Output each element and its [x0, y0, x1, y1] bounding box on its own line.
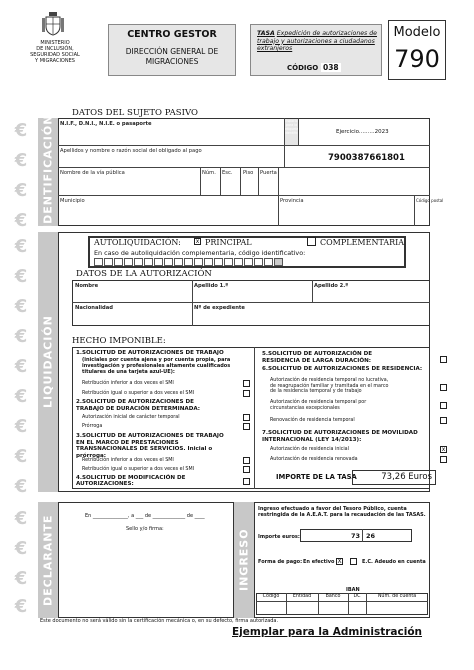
modelo-number: 790 — [394, 45, 440, 73]
euro-icon: € — [14, 180, 28, 201]
forma-pago-label: Forma de pago: — [258, 559, 303, 565]
autoliquidacion-label: AUTOLIQUIDACIÓN: — [94, 238, 181, 247]
hecho-right-checkbox[interactable] — [440, 417, 447, 424]
hecho-left-checkbox[interactable] — [243, 414, 250, 421]
datos-autorizacion-title: DATOS DE LA AUTORIZACIÓN — [76, 269, 212, 279]
complementaria-text: En caso de autoliquidación complementaria, código identificativo: — [94, 249, 306, 257]
iban-col-cuenta: Núm. de cuenta — [377, 594, 417, 599]
hecho-right-7-title: 7.SOLICITUD DE AUTORIZACIONES DE MOVILIDAD INTERNACIONAL (LEY 14/2013): — [262, 430, 418, 443]
centro-gestor-box — [108, 24, 236, 76]
complementaria-label: COMPLEMENTARIA — [320, 238, 405, 247]
euro-icon: € — [14, 210, 28, 231]
hecho-left-item: Retribución igual o superior a dos veces el SMI — [82, 391, 195, 396]
hecho-right-checkbox[interactable]: x — [441, 446, 446, 453]
euro-icon: € — [14, 386, 28, 407]
iban-col-entidad: Entidad — [292, 594, 312, 599]
iban-col-banco: Banco — [325, 594, 341, 599]
euro-icon: € — [14, 326, 28, 347]
hecho-left-item: Autorización inicial de carácter temporal — [82, 415, 180, 420]
iban-col-dc: DC — [353, 594, 361, 599]
importe-euros-dec: 26 — [366, 532, 376, 540]
principal-checkbox[interactable]: x — [195, 238, 200, 245]
euro-icon: € — [14, 296, 28, 317]
principal-label: PRINCIPAL — [205, 238, 252, 247]
esc-label: Esc. — [222, 170, 233, 176]
hecho-right-6-title: 6.SOLICITUD DE AUTORIZACIONES DE RESIDENCIA: — [262, 366, 423, 372]
complementaria-checkbox[interactable] — [307, 237, 316, 246]
euro-icon: € — [14, 416, 28, 437]
hecho-left-checkbox[interactable] — [243, 380, 250, 387]
euro-icon: € — [14, 236, 28, 257]
hecho-left-item: Prórroga — [82, 424, 103, 429]
footer-note: Este documento no será válido sin la certificación mecánica o, en su defecto, firma autorizada. — [40, 618, 279, 624]
ingreso-text: Ingreso efectuado a favor del Tesoro Público, cuenta restringida de la A.E.A.T. para la recaudación de las TASAS. — [258, 506, 426, 519]
tasa-box — [250, 24, 382, 76]
hecho-left-checkbox[interactable] — [243, 466, 250, 473]
hecho-left-checkbox[interactable] — [243, 390, 250, 397]
hecho-right-checkbox[interactable] — [440, 356, 447, 363]
ejercicio: Ejercicio.........2023 — [336, 129, 389, 135]
importe-tasa-value: 73,26 Euros — [381, 472, 432, 482]
adeudo-checkbox[interactable] — [350, 558, 357, 565]
hecho-left-checkbox[interactable] — [243, 457, 250, 464]
sujeto-pasivo-title: DATOS DEL SUJETO PASIVO — [72, 108, 198, 118]
hecho-right-item: Autorización de residencia temporal no lucrativa, de reagrupación familiar y tramitada en el marco de la residencia temporal y de trabajo — [270, 378, 389, 395]
hecho-right-checkbox[interactable] — [440, 402, 447, 409]
hecho-right-item: Autorización de residencia inicial — [270, 447, 349, 452]
euro-icon: € — [14, 120, 28, 141]
expediente-label: Nº de expediente — [194, 305, 245, 311]
apellido1-label: Apellido 1.º — [194, 283, 229, 289]
hecho-left-item: Retribución inferior a dos veces el SMI — [82, 381, 174, 386]
via-publica-label: Nombre de la vía pública — [60, 170, 125, 176]
hecho-left-item: Retribución igual o superior a dos veces el SMI — [82, 467, 195, 472]
num-label: Núm. — [202, 170, 216, 176]
identificacion-side-label: IDENTIFICACIÓN — [41, 114, 55, 230]
codigo-label: CÓDIGO — [287, 64, 319, 72]
hecho-left-item: Retribución inferior a dos veces el SMI — [82, 458, 174, 463]
iban-label: IBAN — [346, 587, 360, 593]
centro-gestor-value: DIRECCIÓN GENERAL DE MIGRACIONES — [125, 47, 219, 66]
nacionalidad-label: Nacionalidad — [75, 305, 113, 311]
puerta-label: Puerta — [260, 170, 277, 176]
espacio-etiqueta-label: Espacio para la etiqueta identificativa — [285, 119, 306, 135]
hecho-left-1-title: 1.SOLICITUD DE AUTORIZACIONES DE TRABAJO — [76, 350, 224, 356]
modelo-label: Modelo — [393, 25, 441, 40]
barcode-number: 7900387661801 — [328, 153, 405, 163]
ejemplar-label: Ejemplar para la Administración — [232, 626, 423, 638]
coat-of-arms-icon — [42, 12, 64, 36]
hecho-right-item: Autorización de residencia renovada — [270, 457, 358, 462]
euro-icon: € — [14, 476, 28, 497]
importe-euros-label: Importe euros: — [258, 534, 300, 540]
euro-icon: € — [14, 596, 28, 617]
euro-icon: € — [14, 356, 28, 377]
euro-icon: € — [14, 508, 28, 529]
ingreso-side-label: INGRESO — [237, 528, 251, 592]
hecho-right-item: Autorización de residencia temporal por circunstancias excepcionales — [270, 400, 367, 411]
hecho-right-5-title: 5.SOLICITUD DE AUTORIZACIÓN DE RESIDENCIA DE LARGA DURACIÓN: — [262, 351, 373, 364]
tasa-label: TASA — [257, 30, 275, 37]
hecho-right-checkbox[interactable] — [440, 456, 447, 463]
municipio-label: Municipio — [60, 198, 85, 204]
hecho-imponible-title: HECHO IMPONIBLE: — [72, 336, 166, 346]
ministry-name: MINISTERIO DE INCLUSIÓN, SEGURIDAD SOCIAL Y MIGRACIONES — [30, 40, 80, 64]
modelo-box — [388, 20, 446, 80]
importe-euros-int: 73 — [350, 532, 360, 540]
nombre-sujeto-label: Apellidos y nombre o razón social del obligado al pago — [60, 148, 202, 154]
euro-icon: € — [14, 446, 28, 467]
hecho-left-1-sub: (iniciales por cuenta ajena y por cuenta propia, para investigación y profesionales altamente cualificados titulares de una tarjeta azul-UE): — [82, 357, 231, 375]
iban-col-codigo: Código — [262, 594, 280, 599]
hecho-left-checkbox[interactable] — [243, 423, 250, 430]
declarante-box — [58, 502, 234, 618]
euro-icon: € — [14, 568, 28, 589]
euro-icon: € — [14, 150, 28, 171]
hecho-left-3-title: 3.SOLICITUD DE AUTORIZACIONES DE TRABAJO EN EL MARCO DE PRESTACIONES TRANSNACIONALES DE SERVICIOS. Inicial o prórroga: — [76, 433, 224, 459]
fecha-line: En ______________, a ___ de _____________ de ____ — [85, 513, 205, 519]
centro-gestor-title: CENTRO GESTOR — [127, 29, 217, 40]
datos-autorizacion-box — [72, 280, 430, 326]
nombre-label: Nombre — [75, 283, 99, 289]
importe-tasa-label: IMPORTE DE LA TASA — [276, 473, 357, 481]
hecho-right-checkbox[interactable] — [440, 384, 447, 391]
codigo-value: 038 — [323, 63, 339, 72]
hecho-left-2-title: 2.SOLICITUD DE AUTORIZACIONES DE TRABAJO DE DURACIÓN DETERMINADA: — [76, 399, 201, 412]
sello-firma-label: Sello y/o firma: — [126, 526, 164, 532]
euro-icon: € — [14, 538, 28, 559]
provincia-label: Provincia — [280, 198, 304, 204]
declarante-side-label: DECLARANTE — [41, 514, 55, 606]
apellido2-label: Apellido 2.º — [314, 283, 349, 289]
hecho-left-checkbox[interactable] — [243, 478, 250, 485]
euro-icon: € — [14, 266, 28, 287]
efectivo-checkbox[interactable]: X — [337, 558, 342, 565]
codigo-postal-label: Código postal — [416, 198, 444, 203]
adeudo-label: E.C. Adeudo en cuenta — [362, 559, 426, 565]
hecho-right-item: Renovación de residencia temporal — [270, 418, 355, 423]
piso-label: Piso — [243, 170, 254, 176]
efectivo-label: En efectivo — [303, 559, 335, 565]
codigo-identificativo-boxes[interactable] — [94, 258, 284, 266]
hecho-left-4-title: 4.SOLICITUD DE MODIFICACIÓN DE AUTORIZACIONES: — [76, 475, 186, 488]
tasa-text: Expedición de autorizaciones de trabajo y autorizaciones a ciudadanos extranjeros — [257, 30, 377, 52]
liquidacion-side-label: LIQUIDACIÓN — [41, 315, 55, 409]
nif-label: N.I.F., D.N.I., N.I.E. o pasaporte — [60, 121, 152, 127]
